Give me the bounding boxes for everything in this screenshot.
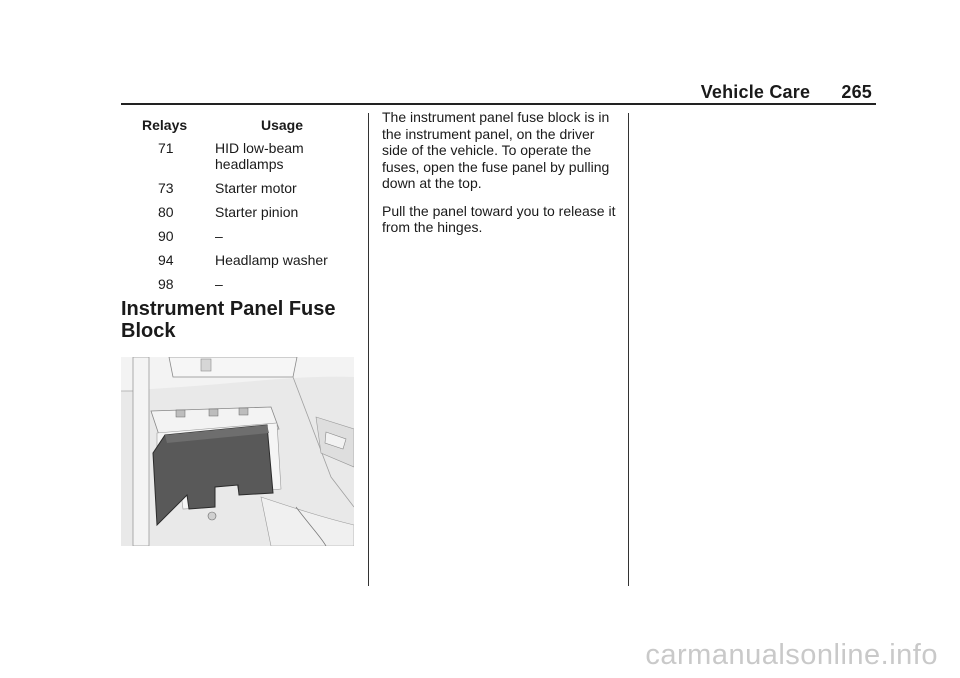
body-paragraph: Pull the panel toward you to release it from the hinges. bbox=[382, 202, 616, 235]
relays-column-header: Relays bbox=[142, 117, 188, 133]
body-text bbox=[382, 109, 622, 247]
relay-table-header bbox=[142, 117, 304, 133]
table-row bbox=[142, 276, 362, 292]
page-number: 265 bbox=[841, 82, 872, 102]
table-row bbox=[142, 228, 362, 244]
relay-usage: Starter pinion bbox=[215, 204, 299, 220]
watermark: carmanualsonline.info bbox=[645, 639, 938, 671]
header-rule bbox=[121, 103, 876, 105]
relay-number: 80 bbox=[158, 204, 174, 220]
table-row bbox=[142, 140, 362, 172]
relay-number: 94 bbox=[158, 252, 174, 268]
relay-number: 71 bbox=[158, 140, 174, 156]
header-section-title: Vehicle Care bbox=[700, 82, 811, 102]
relay-table bbox=[142, 140, 362, 300]
relay-usage: HID low-beam headlamps bbox=[215, 140, 304, 172]
running-header bbox=[701, 82, 872, 103]
fuse-panel-illustration bbox=[121, 357, 354, 546]
relay-usage: Starter motor bbox=[215, 180, 297, 196]
relay-number: 90 bbox=[158, 228, 174, 244]
table-row bbox=[142, 180, 362, 196]
usage-column-header: Usage bbox=[261, 117, 304, 133]
column-divider-right bbox=[628, 113, 629, 586]
relay-usage: – bbox=[215, 228, 223, 244]
relay-number: 98 bbox=[158, 276, 174, 292]
table-row bbox=[142, 204, 362, 220]
section-heading: Instrument Panel Fuse Block bbox=[121, 298, 336, 342]
relay-usage: – bbox=[215, 276, 223, 292]
body-paragraph: The instrument panel fuse block is in the instrument panel, on the driver side of the vehicle. To operate the fuses, open the fuse panel by pulling down at the top. bbox=[382, 109, 610, 191]
table-row bbox=[142, 252, 362, 268]
relay-usage: Headlamp washer bbox=[215, 252, 328, 268]
column-divider-left bbox=[368, 113, 369, 586]
relay-number: 73 bbox=[158, 180, 174, 196]
